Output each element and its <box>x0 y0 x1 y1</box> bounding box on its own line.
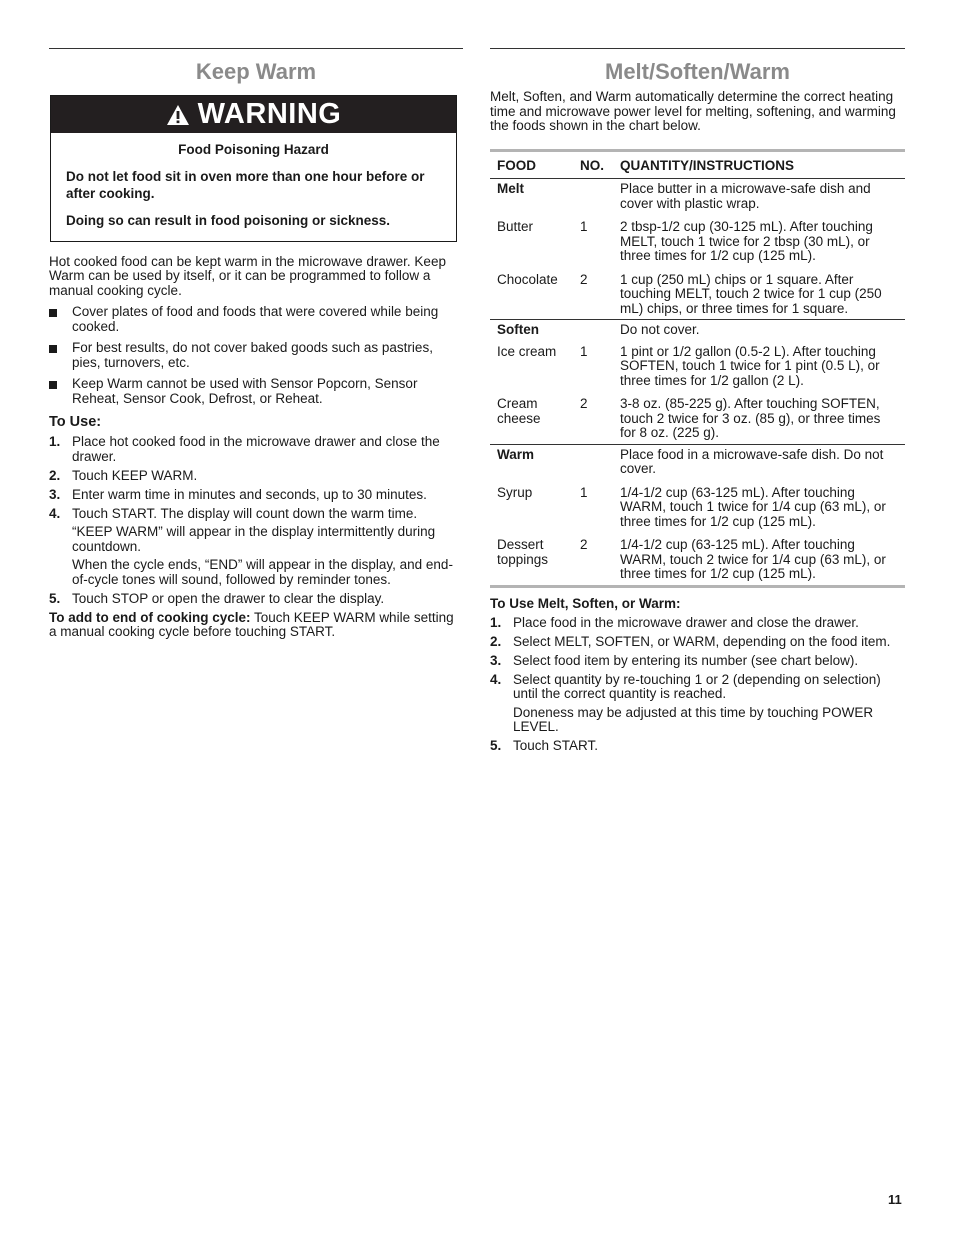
step-item: 3. Select food item by entering its number (see chart below). <box>490 652 859 668</box>
step-note: Doneness may be adjusted at this time by touching POWER LEVEL. <box>513 704 874 735</box>
col-header-no: NO. <box>573 150 613 179</box>
melt-soften-warm-section <box>490 48 905 758</box>
bullet-square-icon <box>49 309 57 317</box>
group-instructions: Place food in a microwave-safe dish. Do not cover. <box>620 446 884 477</box>
warning-title: WARNING <box>197 97 342 130</box>
bullet-square-icon <box>49 345 57 353</box>
keep-warm-bullets <box>49 305 463 406</box>
table-row <box>490 320 905 338</box>
keep-warm-section <box>49 48 463 640</box>
keep-warm-steps <box>49 435 463 606</box>
warning-header <box>51 96 456 133</box>
warning-body <box>51 133 456 241</box>
group-instructions: Place butter in a microwave-safe dish and cover with plastic wrap. <box>620 181 871 211</box>
step-item: 3. Enter warm time in minutes and seconds, up to 30 minutes. <box>49 486 427 502</box>
bullet-square-icon <box>49 381 57 389</box>
step-item: 1. Place hot cooked food in the microwave drawer and close the drawer. <box>49 434 440 464</box>
list-item: For best results, do not cover baked goods such as pastries, pies, turnovers, etc. <box>49 341 463 370</box>
step-item: 2. Select MELT, SOFTEN, or WARM, depending on the food item. <box>490 633 891 649</box>
list-item: Cover plates of food and foods that were covered while being cooked. <box>49 305 463 334</box>
table-row: Butter 1 2 tbsp-1/2 cup (30-125 mL). After touching MELT, touch 1 twice for 2 tbsp (30 mL), or three times for 1/2 cup (125 mL). <box>497 219 873 264</box>
melt-steps <box>490 616 905 754</box>
step-item: 1. Place food in the microwave drawer and close the drawer. <box>490 614 859 630</box>
warning-triangle-icon <box>166 104 190 126</box>
table-row: Chocolate 2 1 cup (250 mL) chips or 1 square. After touching MELT, touch 2 twice for 1 cup (250 mL) chips, or three times for 1 square. <box>490 264 905 320</box>
table-row: Cream cheese 2 3-8 oz. (85-225 g). After touching SOFTEN, touch 2 twice for 3 oz. (85 g), or three times for 8 oz. (225 g). <box>490 388 905 444</box>
page-number: 11 <box>888 1192 902 1207</box>
group-name: Warm <box>497 446 535 462</box>
warning-hazard: Food Poisoning Hazard <box>178 142 329 157</box>
group-name: Soften <box>497 322 539 338</box>
top-rule <box>490 48 905 49</box>
table-header-row <box>490 150 905 179</box>
table-row <box>490 444 905 477</box>
table-row: Dessert toppings 2 1/4-1/2 cup (63-125 mL). After touching WARM, touch 2 twice for 1/4 cup (63 mL), or three times for 1/2 cup (125 mL). <box>490 529 905 586</box>
keep-warm-intro: Hot cooked food can be kept warm in the microwave drawer. Keep Warm can be used by itself, or it can be programmed to follow a manual cooking cycle. <box>49 253 446 298</box>
step-item: 2. Touch KEEP WARM. <box>49 467 198 483</box>
melt-intro: Melt, Soften, and Warm automatically determine the correct heating time and microwave power level for melting, softening, and warming the foods shown in the chart below. <box>490 89 896 133</box>
group-name: Melt <box>497 181 524 197</box>
warning-line-2: Doing so can result in food poisoning or sickness. <box>66 212 391 228</box>
col-header-instructions: QUANTITY/INSTRUCTIONS <box>613 150 905 179</box>
table-row: Syrup 1 1/4-1/2 cup (63-125 mL). After touching WARM, touch 1 twice for 1/4 cup (63 mL), or three times for 1/2 cup (125 mL). <box>497 484 886 529</box>
step-item: 4. Touch START. The display will count down the warm time. “KEEP WARM” will appear in the display intermittently during countdown. When the cycle ends, “END” will appear in the display, and end-of-cycle tones will sound, followed by reminder tones. <box>49 507 463 588</box>
warning-line-1: Do not let food sit in oven more than one hour before or after cooking. <box>66 168 425 201</box>
keep-warm-heading: Keep Warm <box>195 59 317 84</box>
melt-soften-warm-heading: Melt/Soften/Warm <box>605 59 790 84</box>
step-item: 5. Touch START. <box>490 738 599 754</box>
table-row <box>490 179 905 212</box>
step-note: “KEEP WARM” will appear in the display intermittently during countdown. <box>72 524 436 554</box>
warning-box <box>50 95 457 242</box>
col-header-food: FOOD <box>490 150 573 179</box>
group-instructions: Do not cover. <box>620 322 700 338</box>
step-note: When the cycle ends, “END” will appear in the display, and end-of-cycle tones will sound, followed by reminder tones. <box>72 557 453 587</box>
add-to-end-note: To add to end of cooking cycle: Touch KEEP WARM while setting a manual cooking cycle before touching START. <box>49 609 454 640</box>
to-use-melt-heading: To Use Melt, Soften, or Warm: <box>490 595 681 611</box>
step-item: 4. Select quantity by re-touching 1 or 2 (depending on selection) until the correct quantity is reached. Doneness may be adjusted at this time by touching POWER LEVEL. <box>490 673 905 735</box>
top-rule <box>49 48 463 49</box>
list-item: Keep Warm cannot be used with Sensor Popcorn, Sensor Reheat, Sensor Cook, Defrost, or Reheat. <box>49 377 463 406</box>
to-use-heading: To Use: <box>49 414 102 431</box>
food-chart-table <box>490 149 905 588</box>
step-item: 5. Touch STOP or open the drawer to clear the display. <box>49 590 385 606</box>
table-row: Ice cream 1 1 pint or 1/2 gallon (0.5-2 L). After touching SOFTEN, touch 1 twice for 1 pint (0.5 L), or three times for 1/2 gallon (2 L). <box>497 343 880 388</box>
